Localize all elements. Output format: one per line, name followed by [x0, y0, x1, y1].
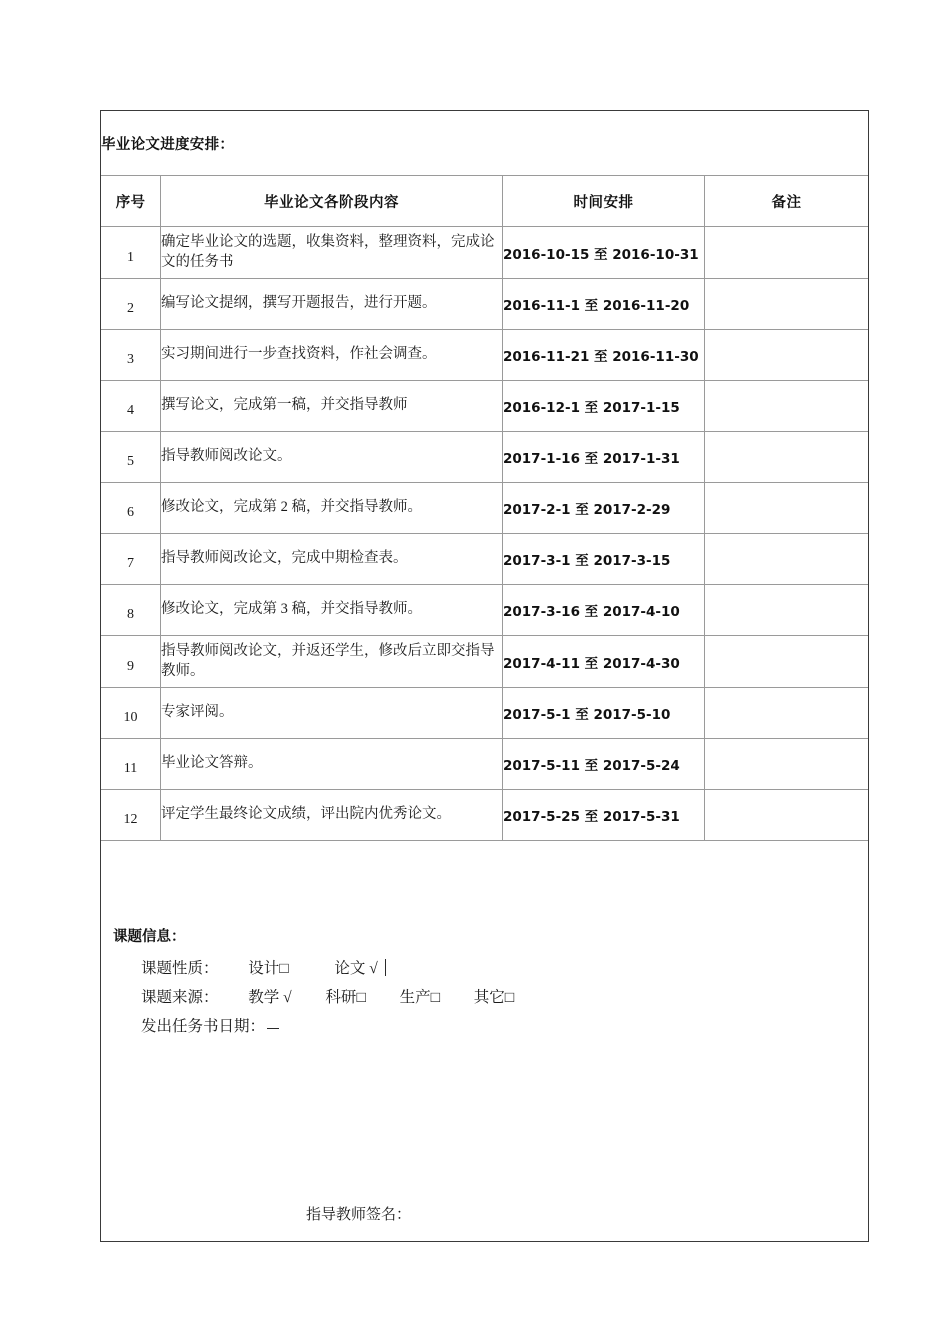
row-note-cell: [705, 739, 869, 790]
topic-info-row: [101, 841, 869, 1242]
table-row: [101, 636, 869, 688]
row-note-cell: [705, 585, 869, 636]
table-title-cell: [101, 111, 869, 176]
topic-nature-option-design[interactable]: [248, 956, 288, 978]
header-cell-note: [705, 176, 869, 227]
header-cell-time: [503, 176, 705, 227]
row-time-cell: 2016-11-1 至 2016-11-20: [503, 279, 705, 330]
header-label-note: 备注: [771, 194, 802, 211]
row-number-cell: [101, 739, 161, 790]
row-note-cell: [705, 688, 869, 739]
row-number-cell: [101, 381, 161, 432]
row-note-cell: [705, 636, 869, 688]
row-number: 10: [123, 710, 138, 725]
issue-date-blank[interactable]: [267, 1028, 279, 1029]
row-number-cell: [101, 790, 161, 841]
option-label: 论文: [334, 960, 366, 977]
check-mark-icon[interactable]: √: [369, 960, 378, 977]
row-note-cell: [705, 279, 869, 330]
topic-info-heading: 课题信息：: [113, 929, 186, 945]
row-number-cell: [101, 534, 161, 585]
row-number: 8: [127, 607, 134, 622]
row-content-cell: 指导教师阅改论文，完成中期检查表。: [161, 534, 503, 585]
topic-info-block: [101, 841, 868, 1241]
table-row: [101, 483, 869, 534]
header-cell-content: [161, 176, 503, 227]
row-content-cell: 修改论文，完成第 2 稿，并交指导教师。: [161, 483, 503, 534]
row-content-cell: 撰写论文，完成第一稿，并交指导教师: [161, 381, 503, 432]
row-number-cell: [101, 330, 161, 381]
topic-nature-label: 课题性质：: [141, 960, 219, 977]
row-content-cell: 确定毕业论文的选题，收集资料，整理资料，完成论文的任务书: [161, 227, 503, 279]
row-number-cell: [101, 636, 161, 688]
row-content-cell: 指导教师阅改论文，并返还学生，修改后立即交指导教师。: [161, 636, 503, 688]
table-row: [101, 585, 869, 636]
row-time-cell: 2017-5-1 至 2017-5-10: [503, 688, 705, 739]
row-time-cell: 2016-12-1 至 2017-1-15: [503, 381, 705, 432]
table-row: [101, 790, 869, 841]
row-number: 12: [123, 812, 138, 827]
header-cell-no: [101, 176, 161, 227]
row-time-cell: 2017-5-11 至 2017-5-24: [503, 739, 705, 790]
row-content-cell: 修改论文，完成第 3 稿，并交指导教师。: [161, 585, 503, 636]
text-cursor-icon: [385, 959, 386, 976]
row-note-cell: [705, 381, 869, 432]
table-row: [101, 432, 869, 483]
row-time-cell: 2017-1-16 至 2017-1-31: [503, 432, 705, 483]
table-row: [101, 688, 869, 739]
option-label: 科研: [325, 989, 357, 1006]
row-number-cell: [101, 432, 161, 483]
option-label: 生产: [399, 989, 431, 1006]
page-title: 毕业论文进度安排：: [101, 136, 235, 153]
thesis-schedule-table: [100, 110, 869, 1242]
row-content-cell: 专家评阅。: [161, 688, 503, 739]
row-note-cell: [705, 534, 869, 585]
option-label: 教学: [248, 989, 280, 1006]
row-time-cell: 2016-11-21 至 2016-11-30: [503, 330, 705, 381]
table-row: [101, 534, 869, 585]
topic-source-option-other[interactable]: [474, 985, 514, 1007]
topic-source-line: [141, 985, 514, 1007]
topic-source-option-teaching[interactable]: [248, 985, 291, 1007]
row-number: 2: [127, 301, 134, 316]
issue-date-label: 发出任务书日期：: [141, 1018, 266, 1035]
row-number: 6: [127, 505, 134, 520]
checkbox-icon[interactable]: □: [356, 989, 366, 1006]
option-label: 设计: [248, 960, 280, 977]
row-time-cell: 2017-5-25 至 2017-5-31: [503, 790, 705, 841]
row-note-cell: [705, 483, 869, 534]
topic-source-option-production[interactable]: [400, 985, 440, 1007]
row-note-cell: [705, 227, 869, 279]
row-time-cell: 2016-10-15 至 2016-10-31: [503, 227, 705, 279]
table-row: [101, 739, 869, 790]
table-title-row: [101, 111, 869, 176]
row-number: 4: [127, 403, 134, 418]
topic-nature-option-thesis[interactable]: [334, 956, 377, 978]
row-number-cell: [101, 585, 161, 636]
topic-source-option-research[interactable]: [325, 985, 365, 1007]
row-note-cell: [705, 432, 869, 483]
table-row: [101, 381, 869, 432]
row-number-cell: [101, 279, 161, 330]
row-number: 5: [127, 454, 134, 469]
row-number: 1: [127, 249, 134, 265]
table-header-row: [101, 176, 869, 227]
topic-info-cell: [101, 841, 869, 1242]
topic-nature-line: [141, 956, 386, 978]
row-content-cell: 指导教师阅改论文。: [161, 432, 503, 483]
row-content-cell: 实习期间进行一步查找资料，作社会调查。: [161, 330, 503, 381]
check-mark-icon[interactable]: √: [283, 989, 292, 1006]
issue-date-line: [141, 1014, 279, 1036]
table-row: [101, 330, 869, 381]
row-note-cell: [705, 790, 869, 841]
row-note-cell: [705, 330, 869, 381]
row-time-cell: 2017-4-11 至 2017-4-30: [503, 636, 705, 688]
row-number-cell: [101, 483, 161, 534]
row-time-cell: 2017-3-1 至 2017-3-15: [503, 534, 705, 585]
header-label-content: 毕业论文各阶段内容: [264, 194, 399, 211]
row-time-cell: 2017-3-16 至 2017-4-10: [503, 585, 705, 636]
topic-source-label: 课题来源：: [141, 989, 219, 1006]
option-label: 其它: [473, 989, 505, 1006]
supervisor-signature-label: 指导教师签名：: [306, 1207, 412, 1223]
row-number-cell: [101, 227, 161, 279]
checkbox-icon[interactable]: □: [504, 989, 515, 1006]
table-row: [101, 227, 869, 279]
row-number: 3: [127, 352, 134, 367]
table-row: [101, 279, 869, 330]
checkbox-icon[interactable]: □: [279, 960, 289, 977]
row-number: 11: [123, 761, 138, 776]
row-time-cell: 2017-2-1 至 2017-2-29: [503, 483, 705, 534]
row-content-cell: 编写论文提纲，撰写开题报告，进行开题。: [161, 279, 503, 330]
row-number: 7: [127, 556, 134, 571]
header-label-no: 序号: [115, 194, 146, 211]
row-number: 9: [127, 658, 134, 674]
row-content-cell: 毕业论文答辩。: [161, 739, 503, 790]
checkbox-icon[interactable]: □: [430, 989, 440, 1006]
row-content-cell: 评定学生最终论文成绩，评出院内优秀论文。: [161, 790, 503, 841]
row-number-cell: [101, 688, 161, 739]
header-label-time: 时间安排: [573, 194, 634, 211]
